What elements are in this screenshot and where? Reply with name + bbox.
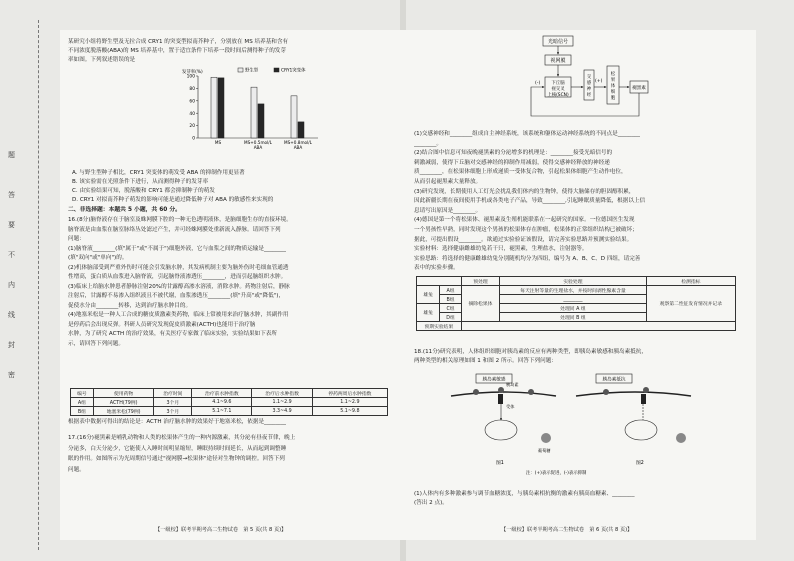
table-cell: B组 bbox=[71, 407, 94, 416]
caption-fig-2: 图2 bbox=[636, 461, 644, 466]
table-cell bbox=[417, 277, 462, 286]
sign-minus: (-) bbox=[535, 81, 541, 86]
bar bbox=[298, 122, 304, 138]
germination-bar-chart bbox=[170, 66, 340, 166]
table-row bbox=[71, 398, 388, 407]
y-tick-label: 80 bbox=[189, 87, 195, 92]
acth-table bbox=[70, 388, 388, 416]
intro-line-2: 不同浓度脱落酸(ABA)的 MS 培养基中，置于适宜条件下培养一段时间后测得种子的发芽 bbox=[68, 48, 286, 54]
y-tick-label: 0 bbox=[192, 136, 195, 142]
q17-cont-line: 从而引起褪黑素大量释放。 bbox=[414, 179, 482, 185]
caption-fig-1: 图1 bbox=[496, 461, 504, 466]
q16-line: 问题： bbox=[68, 236, 85, 242]
table-cell: 5.1~7.1 bbox=[192, 407, 252, 416]
box-sympathetic-2: 感 bbox=[586, 81, 592, 86]
x-tick-label: MS+0.8mol/L bbox=[284, 140, 312, 145]
q17-cont-line: 表中的实验步骤。 bbox=[414, 265, 459, 272]
q17-cont-line: 实验思路：将选择的健康雌雄幼兔分别随机均分为四组，编号为 A、B、C、D 四组，请完善 bbox=[414, 255, 641, 262]
q18-part1-tail: (答出 2 点)。 bbox=[414, 500, 448, 506]
option-a: A. 与野生型种子相比，CRY1 突变体的萌发受 ABA 的抑制作用更显著 bbox=[72, 170, 245, 176]
q16-conclusion: 根据表中数据可得出的结论是：ACTH 治疗脑水肿的效果好于地塞米松，依据是________ bbox=[68, 419, 287, 425]
q17-line: 分泌多，白天分泌少，它能使人入睡时间明显缩短，睡眠持续时间延长，从而起到调整睡 bbox=[68, 445, 287, 452]
page-5 bbox=[60, 30, 410, 540]
box-pineal-5: 胞 bbox=[610, 96, 616, 101]
bar bbox=[251, 87, 257, 138]
y-tick-label: 20 bbox=[189, 124, 195, 130]
legend-swatch bbox=[274, 68, 279, 72]
binding-char: 不 bbox=[8, 251, 15, 259]
table-cell: 雄兔 bbox=[417, 286, 440, 304]
table-cell: 3个月 bbox=[154, 398, 192, 407]
box-sympathetic-4: 经 bbox=[586, 93, 592, 98]
table-header: 使用药物 bbox=[93, 389, 154, 398]
q16-line: 水肿，为了研究 ACTH 的治疗效果，有关医疗专家做了临床实验，实验结果如下表所 bbox=[68, 331, 278, 337]
legend-label: CRY1突变体 bbox=[281, 68, 306, 74]
melatonin-table bbox=[416, 276, 736, 331]
intro-line-3: 率如图。下列叙述错误的是 bbox=[68, 57, 136, 63]
table-header: 治疗后水肿指数 bbox=[252, 389, 312, 398]
table-cell: 观察第二性征发育情况并记录 bbox=[646, 286, 735, 322]
q17-line: 眠的作用。如图所示为光周期信号通过"视网膜→松果体"途径对生物钟的调控。回答下列 bbox=[68, 456, 285, 462]
binding-char: 答 bbox=[8, 191, 15, 199]
bar bbox=[211, 77, 217, 138]
label-resistant: 胰岛素抵抗 bbox=[602, 377, 626, 383]
bar bbox=[258, 104, 264, 138]
binding-char: 要 bbox=[8, 221, 15, 229]
box-sympathetic-3: 神 bbox=[586, 87, 592, 92]
table-cell: 实验处理 bbox=[500, 277, 646, 286]
q17-cont-line: (3)研究发现，长期使用人工灯光会扰乱我们体内的生物钟，使得大脑储存的胆固醇积累， bbox=[414, 188, 635, 195]
box-pineal-1: 松 bbox=[610, 72, 616, 77]
q17-cont-line: (4)德国是第一个将松果体、褪黑素及生殖机能联系在一起研究的国家。一位德国医生发现 bbox=[414, 217, 635, 224]
box-pineal-4: 细 bbox=[610, 90, 616, 95]
table-cell: 每天注射等量的生理盐水，并按时间剥性腺素含量 bbox=[500, 286, 646, 295]
q16-line: 16.(8分)脑脊液存在于脑室及蛛网膜下腔的一种无色透明液体，是脑细胞生存的直接环境。 bbox=[68, 217, 292, 223]
table-header: 治疗时间 bbox=[154, 389, 192, 398]
binding-margin bbox=[0, 0, 60, 561]
table-row bbox=[71, 407, 388, 416]
box-pineal-2: 果 bbox=[610, 78, 616, 83]
q17-cont-line: 一个男孩性早熟，同时发现这个男孩的松果体存在肿瘤，松果体的正常组织结构已被破坏； bbox=[414, 227, 638, 233]
q18-line-2: 两种类型的相关原理如图 1 和图 2 所示。回答下列问题： bbox=[414, 358, 557, 364]
box-scn-2: 视交叉 bbox=[551, 87, 565, 92]
q16-line: 性增高，蛋白质从血浆进入脑脊液，引起脑脊液渗透压________，进而引起脑组织水肿。 bbox=[68, 274, 287, 280]
q16-line: 脑脊液是由血浆在脑室脉络丛处滤过产生，并可经蛛网膜处重新流入静脉。请回答下列 bbox=[68, 226, 281, 233]
label-receptor: 受体 bbox=[506, 404, 515, 409]
table-cell: 处理同 B 组 bbox=[500, 313, 646, 322]
q17-line: 17.(16分)褪黑素是哺乳动物和人类的松果体产生的一种内源激素，其分泌有昼夜节律，晚上 bbox=[68, 435, 296, 441]
box-sympathetic-1: 交 bbox=[586, 75, 592, 80]
table-cell: 摘除松果体 bbox=[461, 286, 499, 322]
x-tick-label: ABA bbox=[253, 145, 263, 150]
table-cell: ________ bbox=[500, 295, 646, 304]
table-cell: 地塞米松(79例) bbox=[93, 407, 154, 416]
option-b: B. 该实验需在光照条件下进行，从而测得种子的发芽率 bbox=[72, 179, 209, 185]
table-cell: 3个月 bbox=[154, 407, 192, 416]
table-cell: 5.1~9.8 bbox=[312, 407, 387, 416]
q17-cont-line: 因此新疆长期在夜间使用手机或各类电子产品，导致________,引起睡眠质量降低，根据以上信 bbox=[414, 198, 646, 205]
table-cell: 1.1~2.9 bbox=[252, 398, 312, 407]
q17-cont-line: ________。 bbox=[414, 140, 442, 147]
box-retina: 视网膜 bbox=[550, 58, 566, 64]
table-cell: 预处理 bbox=[461, 277, 499, 286]
table-cell bbox=[461, 322, 735, 331]
q17-line: 问题。 bbox=[68, 466, 85, 473]
sign-plus: (+) bbox=[595, 79, 603, 84]
footer-page-5: 【一级校】联考半期考高二生物试卷 第 5 页(共 8 页)】 bbox=[155, 527, 287, 533]
table-cell: 雄兔 bbox=[417, 304, 440, 322]
table-header: 治疗前水肿指数 bbox=[192, 389, 252, 398]
binding-char: 封 bbox=[8, 341, 15, 349]
legend-swatch bbox=[238, 68, 243, 72]
q16-line: 是停药后会出现反弹。科研人员研究发现促皮质激素(ACTH)也能用于治疗脑 bbox=[68, 321, 256, 328]
legend-label: 野生型 bbox=[245, 68, 259, 74]
q16-line: (1)脑脊液________(填"属于"或"不属于")细胞外液，它与血浆之间的物质运输是________ bbox=[68, 245, 287, 252]
table-cell: 预期实验结果 bbox=[417, 322, 462, 331]
y-tick-label: 100 bbox=[186, 74, 195, 80]
table-cell: C组 bbox=[440, 304, 462, 313]
label-insulin: 胰岛素 bbox=[506, 382, 519, 387]
intro-line-1: 某研究小组将野生型及无拉合成 CRY1 的突变型拟南芥种子，分别放在 MS 培养基和含有 bbox=[68, 39, 289, 45]
q18-line-1: 18.(11分)研究表明，人体组织细胞对胰岛素的反应有两种类型，即胰岛素敏感和胰岛素抵抗， bbox=[414, 349, 647, 355]
table-cell: A组 bbox=[440, 286, 462, 295]
box-scn-1: 下丘脑 bbox=[551, 81, 565, 86]
x-tick-label: MS+0.5mol/L bbox=[244, 140, 272, 145]
table-cell: 4.1~9.6 bbox=[192, 398, 252, 407]
table-header: 编号 bbox=[71, 389, 94, 398]
table-cell: B组 bbox=[440, 295, 462, 304]
option-c: C. 由实验结果可知，脱落酸和 CRY1 都会抑制种子的萌发 bbox=[72, 188, 215, 194]
table-cell: ACTH(79例) bbox=[93, 398, 154, 407]
q17-cont-line: 据此，可提出假设________。欲通过实验验证该假设，请完善实验思路并预测实验结果。 bbox=[414, 236, 633, 243]
q18-part1: (1)人体内有多种激素参与调节血糖浓度，与胰岛素相抗衡的激素有胰高血糖素、________ bbox=[414, 491, 635, 497]
y-tick-label: 40 bbox=[189, 111, 195, 117]
y-axis-label: 发芽率(%) bbox=[182, 70, 203, 75]
q16-line: 示，请回答下列问题。 bbox=[68, 340, 124, 347]
bar bbox=[218, 78, 224, 138]
section-title: 二、非选择题：本题共 5 小题，共 60 分。 bbox=[68, 207, 181, 213]
box-scn-3: 上核(SCN) bbox=[547, 93, 569, 98]
footer-page-6: 【一级校】联考半期考高二生物试卷 第 6 页(共 8 页)】 bbox=[501, 527, 633, 533]
insulin-figure bbox=[446, 368, 706, 478]
q17-cont-line: (2)结合图中信息可知夜晚褪黑素的分泌增多的机理是：________接受光暗信号的 bbox=[414, 150, 613, 157]
binding-char: 线 bbox=[8, 311, 15, 319]
q17-cont-line: 息请写出原因是________。 bbox=[414, 207, 482, 214]
q16-line: (3)临床上给脑水肿患者静脉注射20%的甘露醇高渗水溶液，消除水肿。药物注射后，静脉 bbox=[68, 283, 290, 290]
table-row bbox=[417, 277, 736, 286]
binding-char: 内 bbox=[8, 281, 15, 289]
q16-line: 促使水分由________转移，达到治疗脑水肿目的。 bbox=[68, 302, 192, 309]
bar bbox=[291, 96, 297, 138]
table-cell: D组 bbox=[440, 313, 462, 322]
q17-cont-line: 刺激减弱，使得下丘脑对交感神经的抑制作用减弱，使得交感神经释放的神经递 bbox=[414, 159, 610, 166]
table-cell: 1.1~2.9 bbox=[312, 398, 387, 407]
q16-line: (填"双向"或"单向")的。 bbox=[68, 255, 128, 261]
binding-char: 题 bbox=[8, 151, 15, 159]
table-header: 停药两周后水肿指数 bbox=[312, 389, 387, 398]
binding-line bbox=[38, 20, 39, 550]
figure-note: 注：(+)表示促进，(-)表示抑制 bbox=[526, 471, 587, 476]
table-cell: A组 bbox=[71, 398, 94, 407]
option-d: D. CRY1 对拟南芥种子萌发的影响可能是通过降低种子对 ABA 的敏感性来实现的 bbox=[72, 197, 274, 203]
page-6 bbox=[406, 30, 756, 540]
q17-cont-line: 质________，在松果体细胞上形成递质一受体复合物，引起松果体细胞产生动作电位， bbox=[414, 169, 627, 176]
box-light: 光暗信号 bbox=[547, 39, 569, 45]
q17-cont-line: (1)交感神经和________组成自主神经系统，该系统和躯体运动神经系统的不同点是________ bbox=[414, 131, 641, 137]
binding-char: 密 bbox=[8, 371, 15, 379]
box-melatonin: 褪黑素 bbox=[632, 86, 646, 91]
q17-cont-line: 实验材料：选择健康雌雄幼兔若干只，褪黑素，生理盐水，注射器等。 bbox=[414, 246, 588, 253]
table-cell: 处理同 A 组 bbox=[500, 304, 646, 313]
label-glucose: 葡萄糖 bbox=[538, 448, 551, 453]
box-pineal-3: 体 bbox=[610, 84, 616, 89]
table-cell: 3.3~4.9 bbox=[252, 407, 312, 416]
x-tick-label: MS bbox=[214, 140, 222, 145]
table-cell: 检测指标 bbox=[646, 277, 735, 286]
table-row bbox=[417, 322, 736, 331]
q16-line: (2)机体脑部受到严重外伤时可能会引发脑水肿，其发病机制主要为脑外伤时毛细血管通透 bbox=[68, 264, 289, 271]
table-row bbox=[417, 286, 736, 295]
label-sensitive: 胰岛素敏感 bbox=[482, 377, 506, 383]
q16-line: 注射后，甘露醇不易渗入组织液且不被代谢，血浆渗透压________(填"升高"或"降低")， bbox=[68, 293, 285, 299]
light-signal-diagram bbox=[511, 32, 651, 122]
q16-line: (4)地塞米松是一种人工合成的糖皮质激素类药物，临床上常被用来治疗脑水肿，其副作用 bbox=[68, 312, 289, 318]
y-tick-label: 60 bbox=[189, 99, 195, 105]
x-tick-label: ABA bbox=[293, 145, 303, 150]
